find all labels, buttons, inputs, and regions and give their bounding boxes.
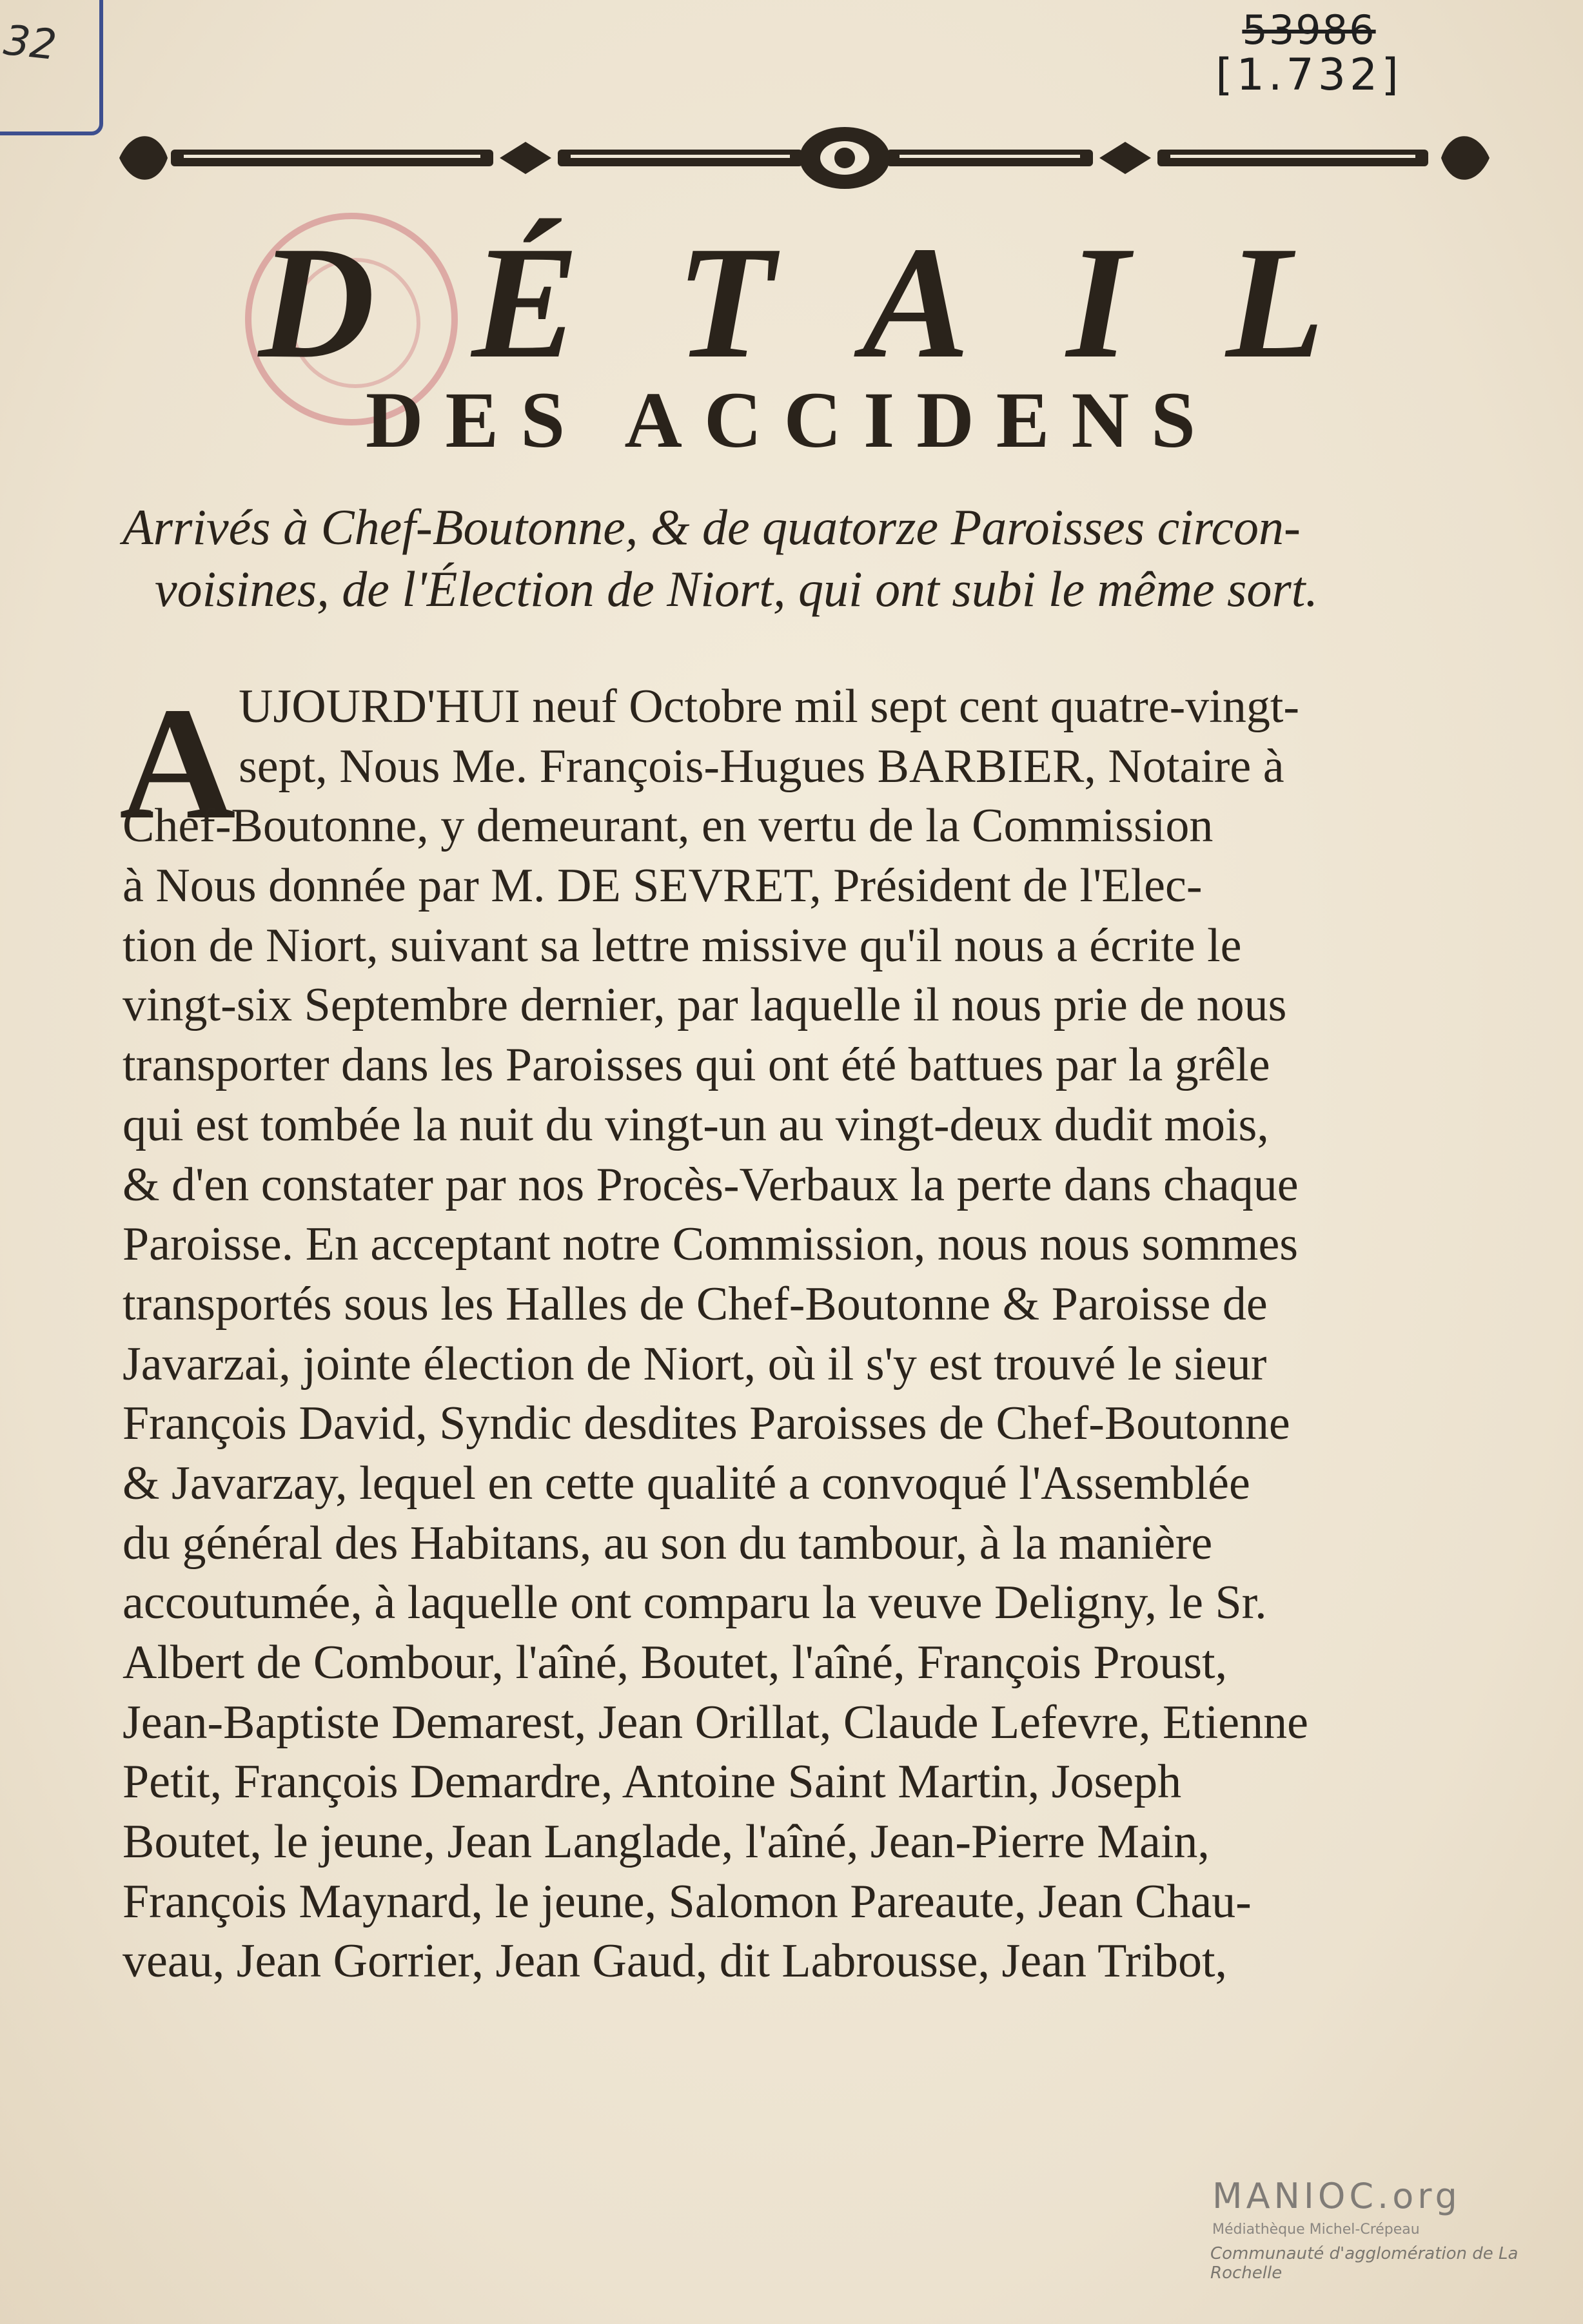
shelfmark-line-2: [1.732] xyxy=(1215,50,1402,101)
manioc-logo xyxy=(1212,2176,1548,2283)
logo-line-2: Communauté d'agglomération de La Rochelle xyxy=(1210,2244,1519,2283)
body-line: Chef-Boutonne, y demeurant, en vertu de la Commission xyxy=(123,799,1214,853)
body-line: & Javarzay, lequel en cette qualité a convoqué l'Assemblée xyxy=(123,1456,1250,1510)
body-line: sept, Nous Me. François-Hugues BARBIER, Notaire à xyxy=(239,739,1284,793)
body-line: vingt-six Septembre dernier, par laquelle il nous prie de nous xyxy=(123,979,1287,1032)
document-title: DÉTAIL xyxy=(259,213,1421,392)
body-line: accoutumée, à laquelle ont comparu la veuve Deligny, le Sr. xyxy=(123,1576,1267,1630)
body-line: UJOURD'HUI neuf Octobre mil sept cent quatre-vingt- xyxy=(239,680,1300,733)
body-line: Jean-Baptiste Demarest, Jean Orillat, Claude Lefevre, Etienne xyxy=(123,1695,1308,1749)
body-line: Javarzai, jointe élection de Niort, où il s'y est trouvé le sieur xyxy=(123,1337,1267,1391)
margin-number: 32 xyxy=(1,16,59,70)
drop-cap: A xyxy=(119,674,236,853)
body-line: Boutet, le jeune, Jean Langlade, l'aîné, Jean-Pierre Main, xyxy=(123,1815,1210,1869)
body-line: Petit, François Demardre, Antoine Saint Martin, Joseph xyxy=(123,1755,1182,1809)
shelfmark-line-1: 53986 xyxy=(1242,6,1376,54)
body-line: & d'en constater par nos Procès-Verbaux la perte dans chaque xyxy=(123,1158,1299,1211)
body-line: qui est tombée la nuit du vingt-un au vingt-deux dudit mois, xyxy=(123,1098,1269,1151)
intro-text xyxy=(123,496,1509,620)
intro-line: voisines, de l'Élection de Niort, qui ont subi le même sort. xyxy=(155,561,1318,617)
body-line: Paroisse. En acceptant notre Commission, nous nous sommes xyxy=(123,1218,1299,1271)
body-line: du général des Habitans, au son du tambour, à la manière xyxy=(123,1516,1213,1570)
body-line: transportés sous les Halles de Chef-Boutonne & Paroisse de xyxy=(123,1277,1268,1331)
body-line: François David, Syndic desdites Paroisses de Chef-Boutonne xyxy=(123,1397,1290,1450)
body-line: tion de Niort, suivant sa lettre missive qu'il nous a écrite le xyxy=(123,919,1242,972)
ornament-band xyxy=(113,122,1496,193)
intro-line: Arrivés à Chef-Boutonne, & de quatorze Paroisses circon- xyxy=(123,499,1301,555)
body-text xyxy=(123,677,1535,1991)
body-line: Albert de Combour, l'aîné, Boutet, l'aîné, François Proust, xyxy=(123,1636,1228,1689)
body-line: veau, Jean Gorrier, Jean Gaud, dit Labrousse, Jean Tribot, xyxy=(123,1935,1228,1988)
body-line: à Nous donnée par M. DE SEVRET, Président de l'Elec- xyxy=(123,859,1203,913)
logo-brand: MANIOC.org xyxy=(1212,2176,1461,2216)
logo-line-1: Médiathèque Michel-Crépeau xyxy=(1212,2221,1420,2238)
body-line: transporter dans les Paroisses qui ont été battues par la grêle xyxy=(123,1039,1270,1092)
body-line: François Maynard, le jeune, Salomon Pareaute, Jean Chau- xyxy=(123,1875,1252,1928)
shelfmark xyxy=(1212,6,1406,101)
document-subtitle: DES ACCIDENS xyxy=(365,376,1218,464)
